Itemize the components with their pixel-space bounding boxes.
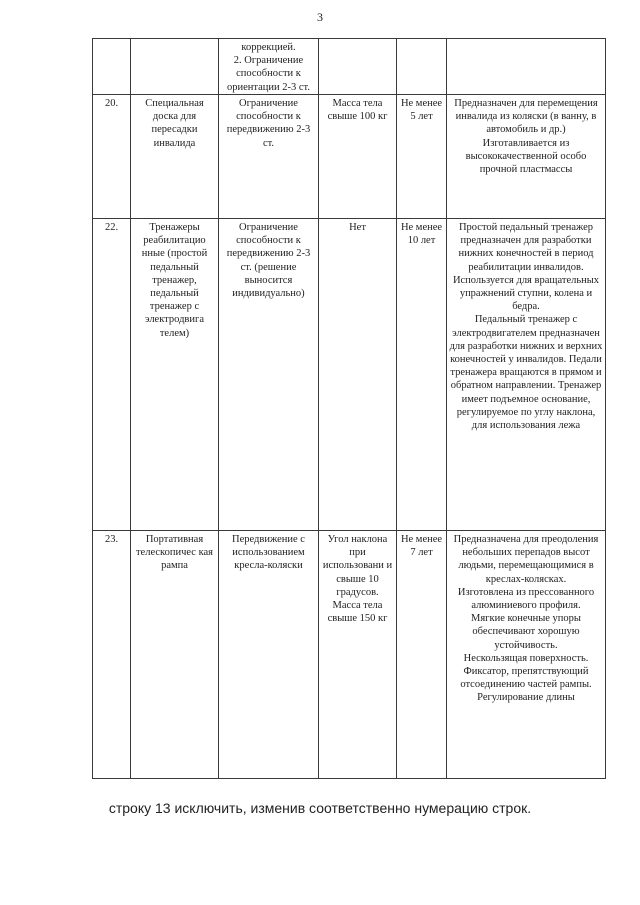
limitation-text: Передвижение с использованием кресла-коляски	[219, 531, 319, 779]
description-text	[447, 39, 606, 95]
term-text: Не менее 10 лет	[397, 219, 447, 531]
row-number: 22.	[93, 219, 131, 531]
parameter-text: Нет	[319, 219, 397, 531]
device-name	[131, 39, 219, 95]
page-number: 3	[317, 10, 323, 24]
footer-instruction: строку 13 исключить, изменив соответственно нумерацию строк.	[108, 800, 532, 816]
table-row	[93, 39, 606, 95]
row-number	[93, 39, 131, 95]
table-row	[93, 531, 606, 779]
description-text: Предназначен для перемещения инвалида из коляски (в ванну, в автомобиль и др.) Изготавливается из высококачественной особо прочной пластмассы	[447, 95, 606, 219]
table-row	[93, 95, 606, 219]
description-text: Простой педальный тренажер предназначен для разработки нижних конечностей в период реабилитации инвалидов. Используется для вращательных упражнений ступни, колена и бедра. Педальный тренажер с электродвигателем предназначен для разработки нижних и верхних конечностей у инвалидов. Педали тренажера вращаются в прямом и обратном направлении. Тренажер имеет подъемное основание, регулируемое по углу наклона, для использования лежа	[447, 219, 606, 531]
term-text: Не менее 5 лет	[397, 95, 447, 219]
device-name: Тренажеры реабилитацио нные (простой педальный тренажер, педальный тренажер с электродвига телем)	[131, 219, 219, 531]
device-name: Портативная телескопичес кая рампа	[131, 531, 219, 779]
description-text: Предназначена для преодоления небольших перепадов высот людьми, перемещающимися в креслах-колясках. Изготовлена из прессованного алюминиевого профиля. Мягкие конечные упоры обеспечивают хорошую устойчивость. Нескользящая поверхность. Фиксатор, препятствующий отсоединению частей рампы. Регулирование длины	[447, 531, 606, 779]
row-number: 20.	[93, 95, 131, 219]
assistive-devices-table	[92, 38, 606, 779]
parameter-text: Масса тела свыше 100 кг	[319, 95, 397, 219]
limitation-text: коррекцией. 2. Ограничение способности к ориентации 2-3 ст.	[219, 39, 319, 95]
row-number: 23.	[93, 531, 131, 779]
limitation-text: Ограничение способности к передвижению 2-3 ст. (решение выносится индивидуально)	[219, 219, 319, 531]
term-text	[397, 39, 447, 95]
parameter-text	[319, 39, 397, 95]
table-row	[93, 219, 606, 531]
parameter-text: Угол наклона при использовани и свыше 10 градусов. Масса тела свыше 150 кг	[319, 531, 397, 779]
limitation-text: Ограничение способности к передвижению 2-3 ст.	[219, 95, 319, 219]
term-text: Не менее 7 лет	[397, 531, 447, 779]
device-name: Специальная доска для пересадки инвалида	[131, 95, 219, 219]
